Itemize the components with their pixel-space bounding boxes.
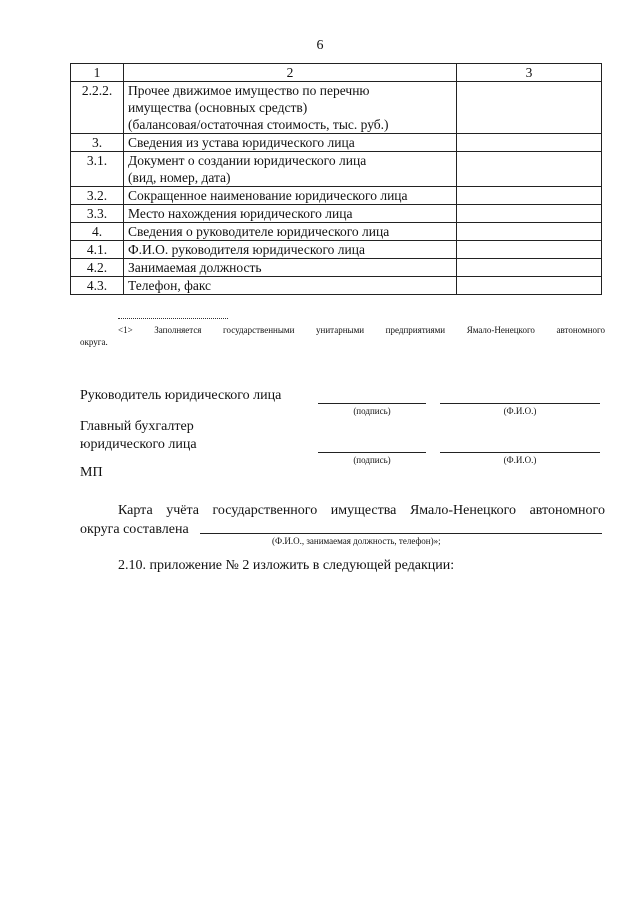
table-row <box>71 134 602 152</box>
footnote-word: Ямало-Ненецкого <box>466 325 535 335</box>
footnote-line-1 <box>80 324 605 336</box>
row-description-line: Сокращенное наименование юридического лица <box>128 188 408 203</box>
row-description <box>124 241 457 259</box>
card-paragraph-word: государственного <box>212 503 318 518</box>
card-paragraph-line-1 <box>80 501 605 520</box>
accountant-label-1: Главный бухгалтер <box>80 419 194 434</box>
row-value-cell[interactable] <box>457 241 602 259</box>
row-description <box>124 134 457 152</box>
card-paragraph-word: Карта <box>118 503 153 518</box>
header-col-2: 2 <box>124 64 457 82</box>
head-name-line <box>440 403 600 404</box>
row-value-cell[interactable] <box>457 152 602 187</box>
row-description <box>124 205 457 223</box>
row-number: 4.3. <box>71 277 124 295</box>
table-row <box>71 259 602 277</box>
footnote-line-2: округа. <box>80 337 108 347</box>
row-value-cell[interactable] <box>457 259 602 277</box>
row-description-line: Прочее движимое имущество по перечню <box>128 83 370 98</box>
table-row <box>71 205 602 223</box>
table-row <box>71 152 602 187</box>
accountant-label-2: юридического лица <box>80 437 197 452</box>
row-number: 4. <box>71 223 124 241</box>
row-description-line: Занимаемая должность <box>128 260 262 275</box>
row-number: 3.3. <box>71 205 124 223</box>
row-description-line: Сведения о руководителе юридического лица <box>128 224 390 239</box>
card-paragraph-word: имущества <box>330 503 397 518</box>
footnote-word: предприятиями <box>385 325 446 335</box>
table-row <box>71 223 602 241</box>
property-card-table <box>70 63 602 295</box>
header-col-1: 1 <box>71 64 124 82</box>
table-row <box>71 277 602 295</box>
row-description-line: (вид, номер, дата) <box>128 170 231 185</box>
table-row <box>71 187 602 205</box>
row-description-line: Место нахождения юридического лица <box>128 206 353 221</box>
footnote-word: унитарными <box>316 325 365 335</box>
head-name-caption: (Ф.И.О.) <box>503 406 537 416</box>
row-number: 4.2. <box>71 259 124 277</box>
card-paragraph-word: учёта <box>166 503 199 518</box>
row-value-cell[interactable] <box>457 277 602 295</box>
footnote-word: государственными <box>223 325 295 335</box>
card-paragraph-word: Ямало-Ненецкого <box>409 503 517 518</box>
footnote-separator <box>118 318 228 319</box>
row-value-cell[interactable] <box>457 82 602 134</box>
row-description <box>124 259 457 277</box>
row-number: 4.1. <box>71 241 124 259</box>
head-signature-caption: (подпись) <box>353 406 391 416</box>
row-description-line: (балансовая/остаточная стоимость, тыс. руб.) <box>128 117 389 132</box>
accountant-signature-caption: (подпись) <box>353 455 391 465</box>
row-description-line: Телефон, факс <box>128 278 212 293</box>
row-description <box>124 223 457 241</box>
table-row <box>71 241 602 259</box>
page-number: 6 <box>316 38 324 53</box>
amendment-paragraph: 2.10. приложение № 2 изложить в следующей редакции: <box>118 558 455 573</box>
row-number: 2.2.2. <box>71 82 124 134</box>
row-number: 3. <box>71 134 124 152</box>
accountant-name-line <box>440 452 600 453</box>
row-number: 3.2. <box>71 187 124 205</box>
table-row <box>71 82 602 134</box>
compiled-by-line <box>200 533 602 534</box>
row-description <box>124 82 457 134</box>
card-paragraph-line-2: округа составлена <box>80 522 189 537</box>
header-col-3: 3 <box>457 64 602 82</box>
row-description-line: Ф.И.О. руководителя юридического лица <box>128 242 365 257</box>
footnote-word: автономного <box>556 325 605 335</box>
footnote <box>80 324 605 348</box>
row-number: 3.1. <box>71 152 124 187</box>
table-header-row <box>71 64 602 82</box>
footnote-word: Заполняется <box>154 325 202 335</box>
head-signature-line <box>318 403 426 404</box>
stamp-placeholder: МП <box>80 465 103 480</box>
row-description-line: Документ о создании юридического лица <box>128 153 367 168</box>
compiled-by-caption: (Ф.И.О., занимаемая должность, телефон)»; <box>272 536 441 546</box>
row-description <box>124 277 457 295</box>
row-value-cell[interactable] <box>457 187 602 205</box>
row-description <box>124 152 457 187</box>
card-paragraph-word: автономного <box>529 503 605 518</box>
head-signature-label: Руководитель юридического лица <box>80 388 282 403</box>
footnote-word: <1> <box>118 325 133 335</box>
row-description <box>124 187 457 205</box>
row-value-cell[interactable] <box>457 205 602 223</box>
row-value-cell[interactable] <box>457 223 602 241</box>
accountant-name-caption: (Ф.И.О.) <box>503 455 537 465</box>
accountant-signature-line <box>318 452 426 453</box>
row-value-cell[interactable] <box>457 134 602 152</box>
row-description-line: Сведения из устава юридического лица <box>128 135 355 150</box>
row-description-line: имущества (основных средств) <box>128 100 308 115</box>
